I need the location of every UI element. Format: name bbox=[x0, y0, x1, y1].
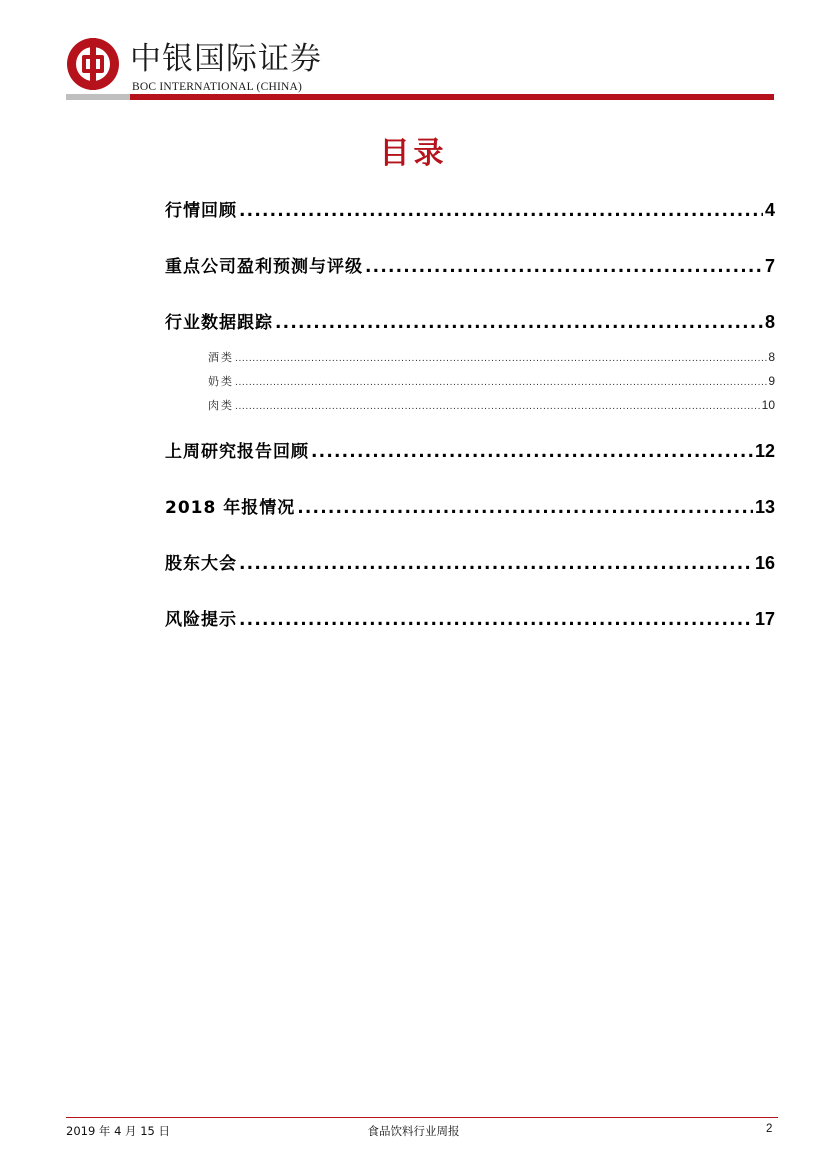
toc-leader-dots bbox=[297, 498, 753, 518]
toc-entry[interactable] bbox=[165, 549, 775, 574]
toc-entry-page: 12 bbox=[754, 441, 775, 461]
brand-name-chinese: 中银国际证券 bbox=[130, 41, 322, 77]
toc-subentry[interactable] bbox=[208, 397, 775, 413]
toc-entry-label: 风险提示 bbox=[165, 610, 237, 630]
toc-entry-page: 17 bbox=[754, 609, 775, 629]
toc-subentry-label: 酒类 bbox=[208, 351, 234, 364]
footer-date: 2019 年 4 月 15 日 bbox=[66, 1124, 170, 1138]
toc-entry-label: 股东大会 bbox=[165, 554, 237, 574]
toc-entry-label: 上周研究报告回顾 bbox=[165, 442, 309, 462]
toc-entry-page: 7 bbox=[764, 256, 775, 276]
toc-subentry-label: 奶类 bbox=[208, 375, 234, 388]
toc-leader-dots bbox=[239, 201, 763, 221]
toc-leader-dots bbox=[311, 442, 753, 462]
toc-entry[interactable] bbox=[165, 605, 775, 630]
toc-entry[interactable] bbox=[165, 196, 775, 221]
toc-leader-dots bbox=[365, 257, 763, 277]
toc-leader-dots bbox=[275, 313, 763, 333]
footer-rule bbox=[66, 1117, 778, 1118]
toc-subentry-label: 肉类 bbox=[208, 399, 234, 412]
toc-entry-page: 4 bbox=[764, 200, 775, 220]
toc-leader-dots bbox=[239, 610, 753, 630]
toc-entry-label: 重点公司盈利预测与评级 bbox=[165, 257, 363, 277]
toc-entry-page: 13 bbox=[754, 497, 775, 517]
toc-leader-dots bbox=[239, 554, 753, 574]
header-rule-gray bbox=[66, 94, 130, 100]
footer-page-number: 2 bbox=[766, 1123, 773, 1135]
toc-subentry[interactable] bbox=[208, 373, 775, 389]
toc-entry-page: 16 bbox=[754, 553, 775, 573]
toc-title: 目录 bbox=[379, 136, 448, 171]
toc-subentry-page: 8 bbox=[768, 350, 775, 364]
brand-name-english: BOC INTERNATIONAL (CHINA) bbox=[132, 81, 303, 93]
boc-logo-icon bbox=[66, 37, 120, 91]
toc-subentry-page: 10 bbox=[761, 398, 775, 412]
toc-subentry-page: 9 bbox=[768, 374, 775, 388]
toc-entry-label: 行业数据跟踪 bbox=[165, 313, 273, 333]
toc-entry[interactable] bbox=[165, 437, 775, 462]
toc-leader-dots bbox=[235, 351, 767, 364]
header-rule-red bbox=[130, 94, 774, 100]
toc-entry[interactable] bbox=[165, 493, 775, 518]
toc-entry-label: 2018 年报情况 bbox=[165, 498, 296, 518]
toc-entry[interactable] bbox=[165, 308, 775, 333]
toc-entry[interactable] bbox=[165, 252, 775, 277]
toc-entry-label: 行情回顾 bbox=[165, 201, 237, 221]
toc-leader-dots bbox=[235, 375, 767, 388]
toc-leader-dots bbox=[235, 399, 761, 412]
footer-report-name: 食品饮料行业周报 bbox=[367, 1124, 460, 1138]
page-header bbox=[66, 37, 774, 103]
toc-entry-page: 8 bbox=[764, 312, 775, 332]
toc-subentry[interactable] bbox=[208, 349, 775, 365]
